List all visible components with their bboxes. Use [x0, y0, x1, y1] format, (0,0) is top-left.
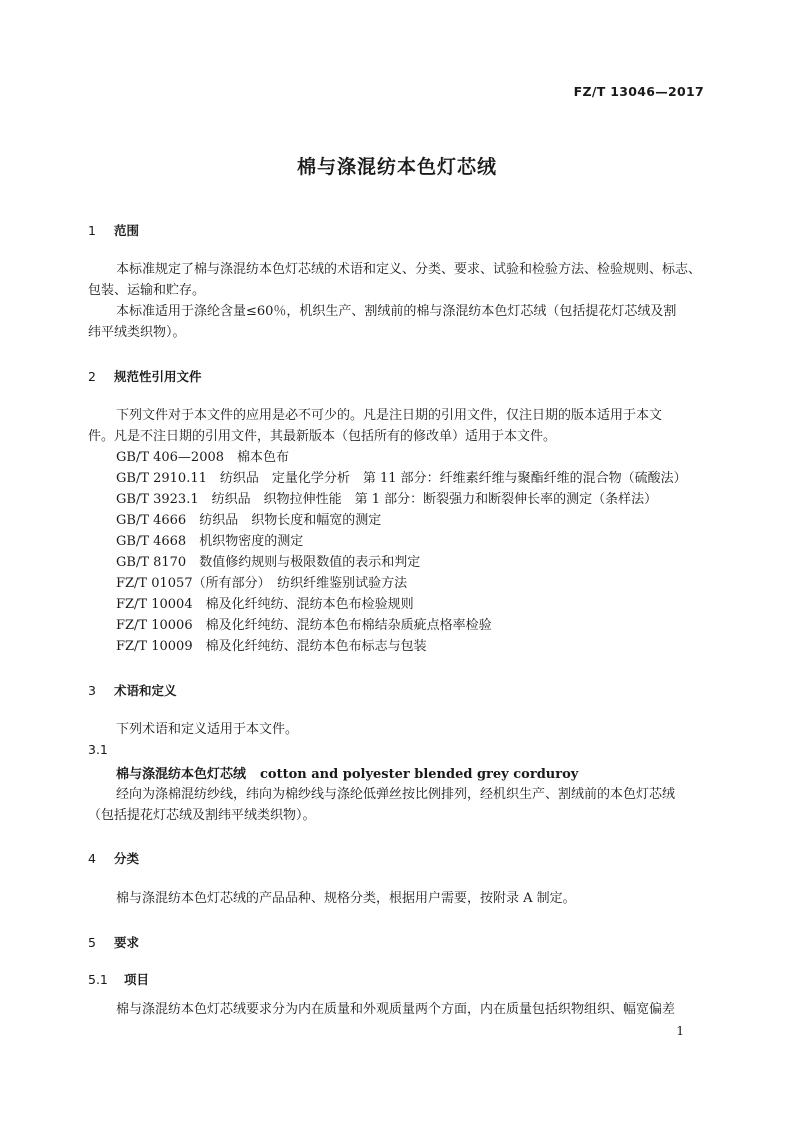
paragraph-continuation: 件。凡是不注日期的引用文件，其最新版本（包括所有的修改单）适用于本文件。	[88, 429, 557, 444]
section-title: 术语和定义	[114, 683, 177, 698]
reference-item: GB/T 406—2008 棉本色布	[116, 450, 290, 465]
paragraph-continuation: 包装、运输和贮存。	[88, 283, 206, 298]
section-number: 3	[88, 683, 96, 698]
section-number: 5	[88, 935, 96, 950]
paragraph: 本标准适用于涤纶含量≤60％，机织生产、割绒前的棉与涤混纺本色灯芯绒（包括提花灯芯绒及割	[116, 304, 677, 319]
section-title: 要求	[114, 935, 140, 950]
term-number: 3.1	[88, 742, 108, 757]
section-title: 规范性引用文件	[114, 369, 202, 384]
section-number: 1	[88, 223, 96, 238]
section-title: 范围	[114, 223, 140, 238]
term-definition: 经向为涤棉混纺纱线，纬向为棉纱线与涤纶低弹丝按比例排列，经机织生产、割绒前的本色灯芯绒	[116, 787, 676, 802]
reference-item: GB/T 8170 数值修约规则与极限数值的表示和判定	[116, 555, 421, 570]
section-number: 4	[88, 851, 96, 866]
document-title: 棉与涤混纺本色灯芯绒	[296, 156, 497, 178]
standard-code: FZ/T 13046—2017	[573, 84, 704, 99]
page-number: 1	[676, 1024, 684, 1038]
paragraph: 下列文件对于本文件的应用是必不可少的。凡是注日期的引用文件，仅注日期的版本适用于本文	[116, 408, 663, 423]
reference-item: GB/T 2910.11 纺织品 定量化学分析 第 11 部分：纤维素纤维与聚酯纤维的混合物（硫酸法）	[116, 471, 687, 486]
reference-item: GB/T 4668 机织物密度的测定	[116, 534, 304, 549]
reference-item: FZ/T 10009 棉及化纤纯纺、混纺本色布标志与包装	[116, 639, 427, 654]
paragraph-continuation: （包括提花灯芯绒及割纬平绒类织物）。	[88, 808, 316, 823]
section-1-heading	[88, 221, 139, 239]
section-number: 5.1	[88, 972, 108, 987]
section-4-heading	[88, 849, 139, 867]
reference-item: FZ/T 01057（所有部分） 纺织纤维鉴别试验方法	[116, 576, 408, 591]
section-title: 分类	[114, 851, 140, 866]
reference-item: FZ/T 10006 棉及化纤纯纺、混纺本色布棉结杂质疵点格率检验	[116, 618, 492, 633]
text-line: 本标准规定了棉与涤混纺本色灯芯绒的术语和定义、分类、要求、试验和检验方法、检验规则、标志、	[116, 262, 702, 277]
section-3-heading	[88, 681, 177, 699]
section-number: 2	[88, 369, 96, 384]
paragraph	[88, 259, 706, 280]
section-5-heading	[88, 933, 139, 951]
section-title: 项目	[124, 972, 150, 987]
paragraph: 棉与涤混纺本色灯芯绒的产品品种、规格分类，根据用户需要，按附录 A 制定。	[116, 891, 576, 906]
reference-item: FZ/T 10004 棉及化纤纯纺、混纺本色布检验规则	[116, 597, 414, 612]
term-english: cotton and polyester blended grey corduroy	[260, 767, 579, 782]
section-2-heading	[88, 367, 202, 385]
reference-item: GB/T 4666 纺织品 织物长度和幅宽的测定	[116, 513, 382, 528]
paragraph: 下列术语和定义适用于本文件。	[116, 722, 299, 737]
term-entry	[116, 763, 578, 782]
reference-item: GB/T 3923.1 纺织品 织物拉伸性能 第 1 部分：断裂强力和断裂伸长率的测定（条样法）	[116, 492, 658, 507]
term-chinese: 棉与涤混纺本色灯芯绒	[116, 767, 247, 782]
paragraph-continuation: 纬平绒类织物）。	[88, 325, 186, 340]
subsection-5-1-heading	[88, 970, 149, 988]
paragraph: 棉与涤混纺本色灯芯绒要求分为内在质量和外观质量两个方面，内在质量包括织物组织、幅宽偏差	[116, 1002, 676, 1017]
